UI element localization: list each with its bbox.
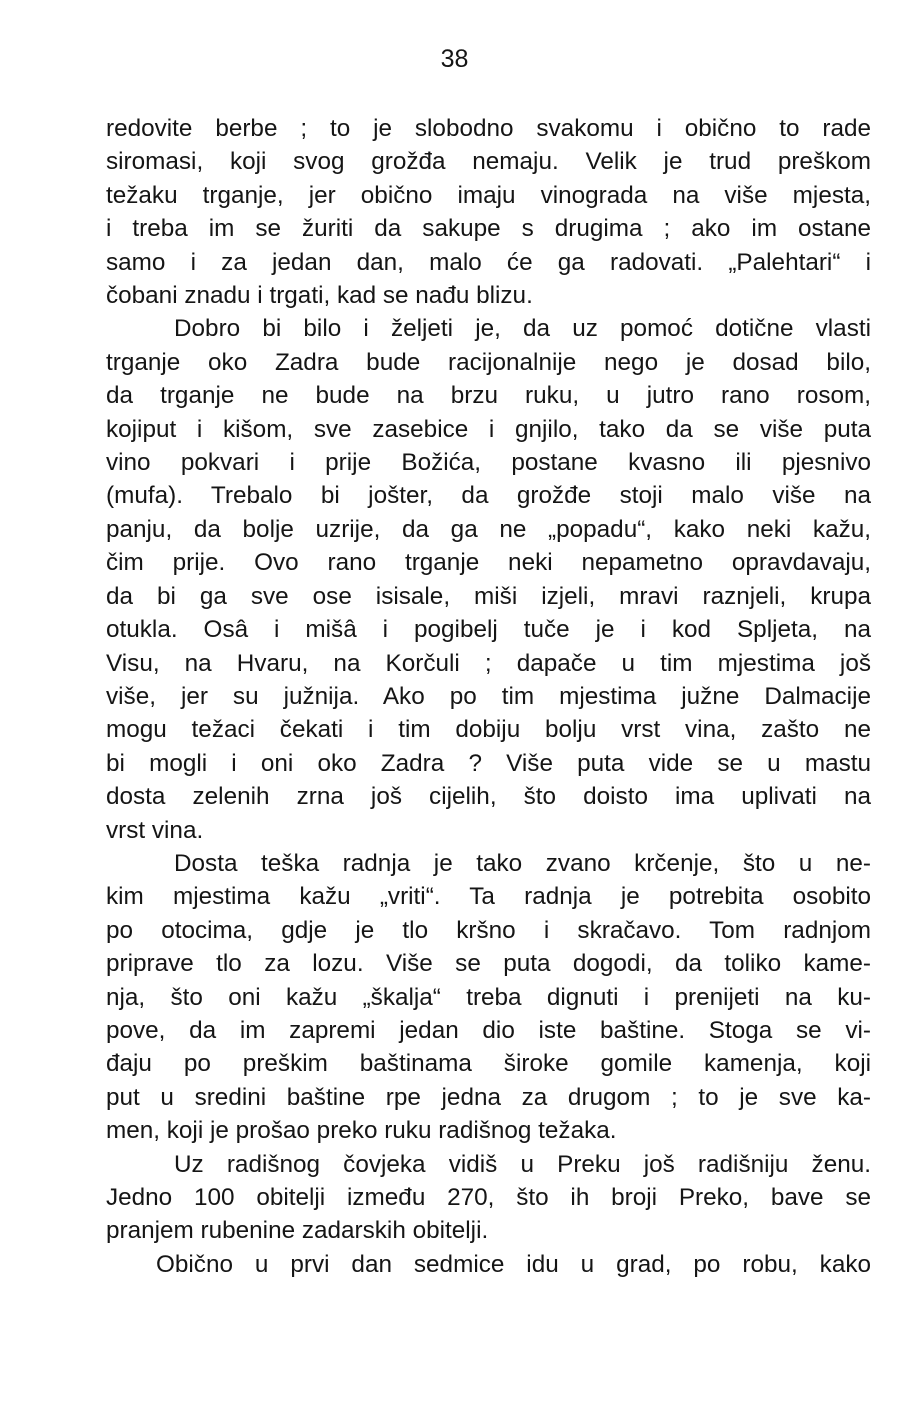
text-line: čobani znadu i trgati, kad se nađu blizu.	[106, 282, 533, 310]
text-line: po otocima, gdje je tlo kršno i skračavo. Tom radnjom	[106, 916, 871, 944]
text-line: vino pokvari i prije Božića, postane kvasno ili pjesnivo	[106, 449, 871, 477]
text-line: kojiput i kišom, sve zasebice i gnjilo, tako da se više puta	[106, 415, 871, 443]
text-line: nja, što oni kažu „škalja“ treba dignuti i prenijeti na ku-	[106, 983, 871, 1011]
page-number: 38	[440, 45, 469, 73]
text-line: da trganje ne bude na brzu ruku, u jutro rano rosom,	[106, 382, 871, 410]
text-line: put u sredini baštine rpe jedna za drugom ; to je sve ka-	[106, 1083, 871, 1111]
text-line: više, jer su južnija. Ako po tim mjestima južne Dalmacije	[106, 682, 871, 710]
text-line: dosta zelenih zrna još cijelih, što doisto ima uplivati na	[106, 783, 871, 811]
text-line: đaju po preškim baštinama široke gomile kamenja, koji	[106, 1050, 871, 1078]
text-line: vrst vina.	[106, 816, 204, 844]
text-line: trganje oko Zadra bude racijonalnije nego je dosad bilo,	[106, 348, 871, 376]
text-line: Dosta teška radnja je tako zvano krčenje, što u ne-	[174, 849, 871, 877]
text-line: samo i za jedan dan, malo će ga radovati. „Palehtari“ i	[106, 248, 871, 276]
text-line: Obično u prvi dan sedmice idu u grad, po robu, kako	[156, 1250, 871, 1278]
text-line: otukla. Osâ i mišâ i pogibelj tuče je i kod Spljeta, na	[106, 616, 871, 644]
text-line: panju, da bolje uzrije, da ga ne „popadu“, kako neki kažu,	[106, 515, 871, 543]
text-line: redovite berbe ; to je slobodno svakomu i obično to rade	[106, 115, 871, 142]
text-line: bi mogli i oni oko Zadra ? Više puta vide se u mastu	[106, 749, 871, 777]
text-line: kim mjestima kažu „vriti“. Ta radnja je potrebita osobito	[106, 883, 871, 911]
text-line: težaku trganje, jer obično imaju vinograda na više mjesta,	[106, 181, 871, 209]
text-line: men, koji je prošao preko ruku radišnog težaka.	[106, 1117, 617, 1145]
text-line: da bi ga sve ose isisale, miši izjeli, mravi raznjeli, krupa	[106, 582, 871, 610]
text-line: siromasi, koji svog grožđa nemaju. Velik je trud preškom	[106, 148, 871, 176]
text-line: i treba im se žuriti da sakupe s drugima ; ako im ostane	[106, 215, 871, 243]
text-line: pove, da im zapremi jedan dio iste baštine. Stoga se vi-	[106, 1016, 871, 1044]
text-line: Visu, na Hvaru, na Korčuli ; dapače u tim mjestima još	[106, 649, 871, 677]
text-line: Dobro bi bilo i željeti je, da uz pomoć dotične vlasti	[174, 315, 871, 343]
text-line: pranjem rubenine zadarskih obitelji.	[106, 1217, 489, 1245]
text-line: Jedno 100 obitelji između 270, što ih broji Preko, bave se	[106, 1184, 871, 1211]
body-text	[106, 112, 871, 1281]
text-line: (mufa). Trebalo bi jošter, da grožđe stoji malo više na	[106, 482, 871, 510]
text-line: mogu težaci čekati i tim dobiju bolju vrst vina, zašto ne	[106, 716, 871, 744]
text-line: čim prije. Ovo rano trganje neki nepametno opravdavaju,	[106, 549, 871, 577]
text-line: Uz radišnog čovjeka vidiš u Preku još radišniju ženu.	[174, 1150, 871, 1178]
text-line: priprave tlo za lozu. Više se puta dogodi, da toliko kame-	[106, 950, 871, 978]
